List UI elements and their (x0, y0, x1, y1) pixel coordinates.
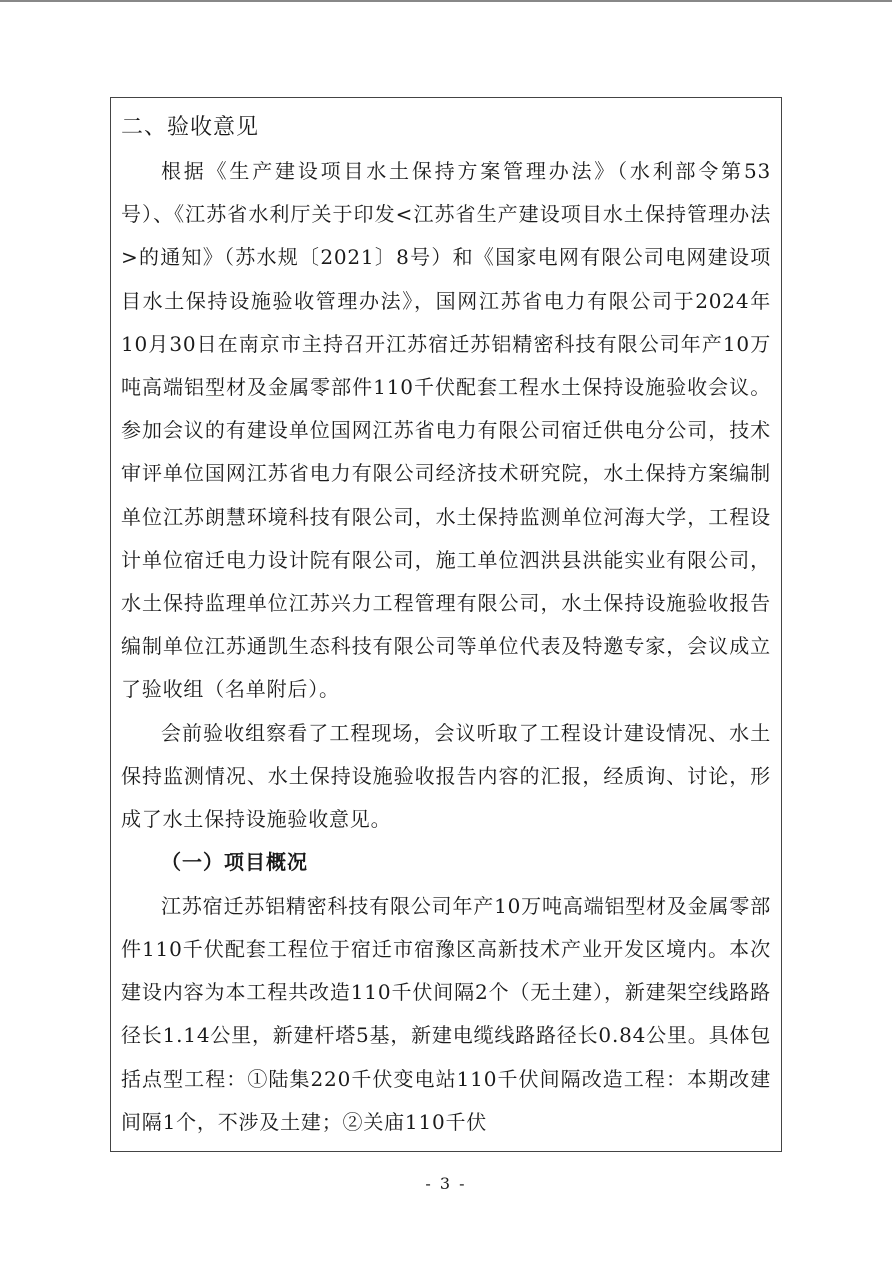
paragraph-overview: 江苏宿迁苏铝精密科技有限公司年产10万吨高端铝型材及金属零部件110千伏配套工程位于宿迁市宿豫区高新技术产业开发区境内。本次建设内容为本工程共改造110千伏间隔2个（无土建），新建架空线路路径长1.14公里，新建杆塔5基，新建电缆线路路径长0.84公里。具体包括点型工程：①陆集220千伏变电站110千伏间隔改造工程：本期改建间隔1个，不涉及土建；②关庙110千伏 (121, 893, 771, 1134)
document-frame (110, 97, 782, 1152)
page-number: - 3 - (425, 1174, 467, 1193)
subsection-title: （一）项目概况 (161, 850, 308, 875)
scan-edge (0, 0, 892, 2)
paragraph-meeting: 根据《生产建设项目水土保持方案管理办法》（水利部令第53号）、《江苏省水利厅关于印发<江苏省生产建设项目水土保持管理办法>的通知》（苏水规〔2021〕8号）和《国家电网有限公司电网建设项目水土保持设施验收管理办法》，国网江苏省电力有限公司于2024年10月30日在南京市主持召开江苏宿迁苏铝精密科技有限公司年产10万吨高端铝型材及金属零部件110千伏配套工程水土保持设施验收会议。参加会议的有建设单位国网江苏省电力有限公司宿迁供电分公司，技术审评单位国网江苏省电力有限公司经济技术研究院，水土保持方案编制单位江苏朗慧环境科技有限公司，水土保持监测单位河海大学，工程设计单位宿迁电力设计院有限公司，施工单位泗洪县洪能实业有限公司，水土保持监理单位江苏兴力工程管理有限公司，水土保持设施验收报告编制单位江苏通凯生态科技有限公司等单位代表及特邀专家，会议成立了验收组（名单附后）。 (121, 159, 771, 702)
section-title: 二、验收意见 (121, 115, 260, 140)
paragraph-inspection: 会前验收组察看了工程现场，会议听取了工程设计建设情况、水土保持监测情况、水土保持设施验收报告内容的汇报，经质询、讨论，形成了水土保持设施验收意见。 (121, 720, 771, 832)
